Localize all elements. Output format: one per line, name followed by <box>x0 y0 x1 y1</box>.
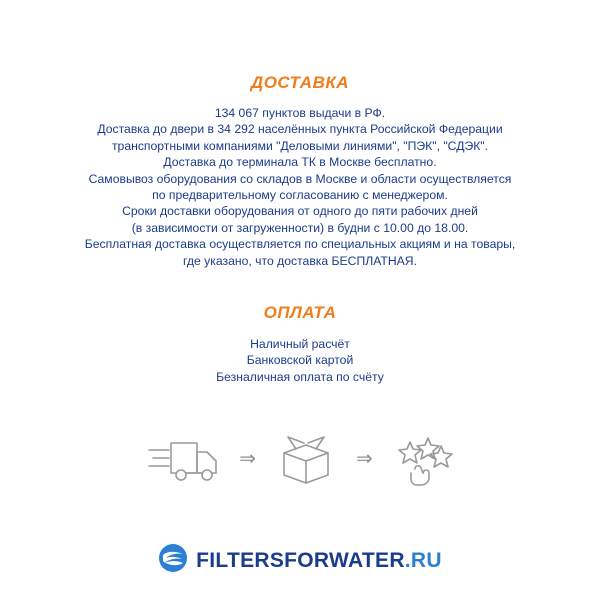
delivery-text-block <box>20 105 580 269</box>
star-rating-hand-icon <box>391 431 453 487</box>
delivery-truck-icon <box>147 433 221 485</box>
site-logo[interactable] <box>0 543 600 578</box>
delivery-line: Доставка до терминала ТК в Москве бесплатно. <box>163 155 437 170</box>
delivery-section-title: ДОСТАВКА <box>250 73 350 92</box>
logo-text-main: FILTERSFORWATER <box>196 548 405 572</box>
delivery-line: Сроки доставки оборудования от одного до пяти рабочих дней <box>122 204 478 219</box>
open-box-icon <box>274 431 338 487</box>
delivery-line: Бесплатная доставка осуществляется по специальных акциям и на товары, <box>84 237 516 252</box>
delivery-line: где указано, что доставка БЕСПЛАТНАЯ. <box>183 253 417 268</box>
delivery-line: транспортными компаниями "Деловыми линиями", "ПЭК", "СДЭК". <box>111 138 489 153</box>
logo-text-tld: .RU <box>404 548 442 572</box>
payment-section-title: ОПЛАТА <box>263 303 337 323</box>
water-swirl-logo-icon <box>158 543 188 578</box>
payment-method-item: Наличный расчёт <box>250 337 350 352</box>
payment-method-item: Безналичная оплата по счёту <box>216 369 384 384</box>
logo-text <box>196 549 442 573</box>
arrow-right-icon-1: ⇒ <box>239 448 256 471</box>
arrow-right-icon-2: ⇒ <box>356 448 373 471</box>
delivery-line: 134 067 пунктов выдачи в РФ. <box>214 106 386 120</box>
payment-method-item: Банковской картой <box>246 353 354 368</box>
delivery-line: Самовывоз оборудования со складов в Москве и области осуществляется <box>88 171 512 186</box>
delivery-line: (в зависимости от загруженности) в будни с 10.00 до 18.00. <box>131 220 469 235</box>
process-icons-row <box>147 431 453 487</box>
payment-methods-list <box>216 336 384 385</box>
delivery-line: по предварительному согласованию с менеджером. <box>152 188 448 203</box>
delivery-line: Доставка до двери в 34 292 населённых пункта Российской Федерации <box>97 122 503 137</box>
